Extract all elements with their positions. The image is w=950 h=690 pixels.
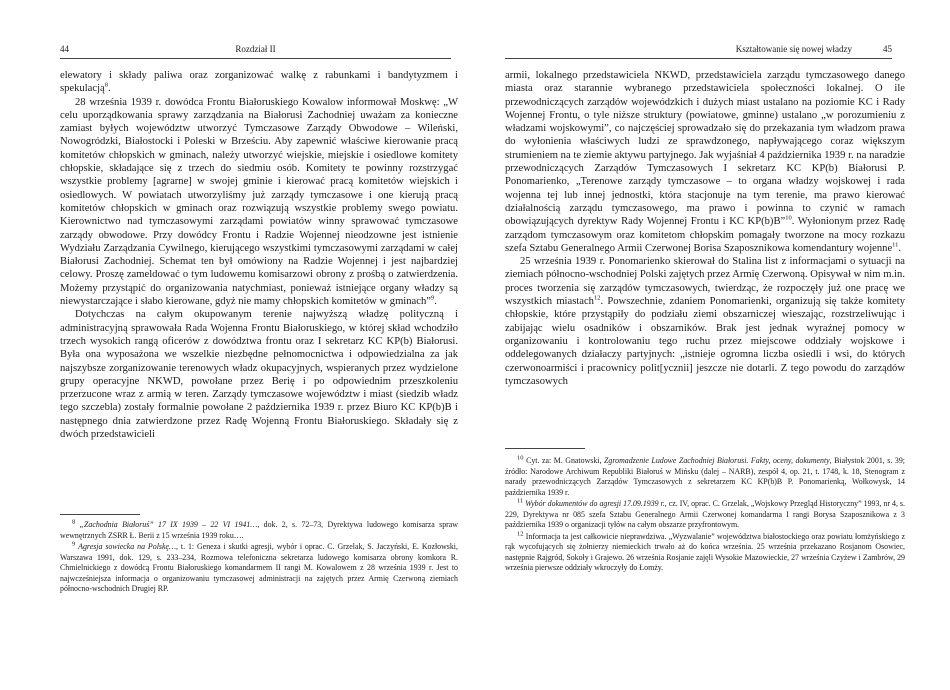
paragraph: Dotychczas na całym okupowanym terenie najwyższą władzę polityczną i administracyjną sprawowała Rada Wojenna Frontu Białoruskiego, w której skład wchodziło trzech wysokich rangą oficerów z dowództwa frontu oraz I sekretarz KC KP(b) Białorusi. Była ona wyposażona we wszelkie niezbędne pełnomocnictwa i odpowiedzialna za jak najszybsze zorganizowanie terenowych władz okupacyjnych, wspieranych przez wydzielone grupy operacyjne NKWD, powołane przez Berię i po odpowiednim przeszkoleniu przerzucone wraz z armią w teren. Zarządy tymczasowe województw i miast (siedzib władz tego szczebla) zostały formalnie powołane 2 października 1939 r. przez Biuro KC KP(b)B i następnego dnia zatwierdzone przez Radę Wojenną Frontu Białoruskiego. Składały się z dwóch przedstawicieli xyxy=(60,309,458,441)
footnote: $^{12}$ Informacja ta jest całkowicie nieprawdziwa. „Wyzwalanie” województwa białostockiego oraz powiatu łomżyńskiego z rąk wycofujących się żołnierzy niemieckich trwało aż do końca września. 25 września przekazano Rosjanom Osowiec, następnie Rajgród, Sokoły i Grajewo. 26 września Rosjanie zajęli Wysokie Mazowieckie, 27 września Czyżew i Zambrów, 29 września pierwsze oddziały wkroczyły do Łomży. xyxy=(505,529,905,572)
paragraph: 28 września 1939 r. dowódca Frontu Białoruskiego Kowalow informował Moskwę: „W celu uporządkowania sprawy zarządzania na Białorusi Zachodniej uważam za konieczne zamiast byłych województw utworzyć Tymczasowe Zarządy Obwodowe – Wileński, Nowogródzki, Białostocki i Poleski w Brześciu. Aby zapewnić właściwe kierowanie pracą komitetów chłopskich w gminach, należy utworzyć wiejskie, miejskie i osiedlowe komitety chłopskie, składające się z trzech do siedmiu osób. Komitety te powinny rozstrzygać wszystkie problemy [agrarne] w swojej gminie i kierować pracą komitetów wiejskich i osiedlowych. W powiatach utworzyliśmy już zarządy tymczasowe i one kierują pracą komitetów chłopskich w gminach oraz rozwiązują wszystkie problemy swego powiatu. Kierownictwo nad tymczasowymi zarządami powiatów winny sprawować tymczasowe zarządy obwodowe. Przy dowódcy Frontu i Radzie Wojennej nieodzowne jest istnienie Wydziału Zarządzania Cywilnego, kierującego wszystkimi tymczasowymi zarządami w całej Białorusi Zachodniej. Schemat ten był omówiony na Radzie Wojennej i jest najbardziej celowy. Proszę zameldować o tym ludowemu komisarzowi obrony z prośbą o zatwierdzenia. Możemy przystąpić do organizowania natychmiast, ponieważ istniejące organy władzy są niewystarczające i słabo kierowane, gdyż nie mamy chłopskich komitetów w gminach”$^9$. xyxy=(60,96,458,308)
footnote-ref: 9 xyxy=(430,294,435,302)
right-running-header xyxy=(505,44,892,59)
footnote-rule xyxy=(505,448,585,449)
right-page xyxy=(475,0,950,690)
footnote-rule xyxy=(60,514,140,515)
page-number: 45 xyxy=(883,44,892,54)
left-running-header xyxy=(60,44,451,59)
chapter-title: Rozdział II xyxy=(235,44,276,54)
right-body-text xyxy=(505,69,905,388)
footnote: $^8$ „Zachodnia Białoruś” 17 IX 1939 – 22 VI 1941…, dok. 2, s. 72–73, Dyrektywa ludowego komisarza spraw wewnętrznych ZSRR Ł. Berii z 15 września 1939 roku…. xyxy=(60,518,458,540)
footnote: $^{11}$ Wybór dokumentów do agresji 17.09.1939 r., cz. IV, oprac. C. Grzelak, „Wojskowy Przegląd Historyczny” 1993, nr 4, s. 229, Dyrektywa nr 085 szefa Sztabu Generalnego Armii Czerwonej komandarma I rangi Borysa Szaposznikowa z 3 października 1939 o organizacji tyłów na całym obszarze przyfrontowym. xyxy=(505,497,905,529)
page-number: 44 xyxy=(60,44,69,54)
left-body-text xyxy=(60,69,458,441)
footnote: $^{10}$ Cyt. za: M. Gnatowski, Zgromadzenie Ludowe Zachodniej Białorusi. Fakty, oceny, dokumenty, Białystok 2001, s. 39; źródło: Narodowe Archiwum Republiki Białoruś w Mińsku (dalej – NARB), zespół 4, op. 21, t. 1748, k. 18, Stenogram z narady przewodniczących Zarządów Tymczasowych z sekretarzem KC KP(b)B P. Ponomarienką, Wołkowysk, 14 października 1939 r. xyxy=(505,454,905,497)
footnote-ref: 11 xyxy=(892,241,899,249)
footnote-ref: 12 xyxy=(593,294,601,302)
footnote-ref: 10 xyxy=(785,214,792,222)
footnote-ref: 8 xyxy=(104,81,108,89)
footnote: $^9$ Agresja sowiecka na Polskę…, t. 1: Geneza i skutki agresji, wybór i oprac. C. Grzelak, S. Jaczyński, E. Kozłowski, Warszawa 1991, dok. 129, s. 233–234, Rozmowa telefoniczna sekretarza ludowego komisarza obrony komkora R. Chmielnickiego z dowódcą Frontu Białoruskiego komandarmem II rangi M. Kowalowem z 28 września 1939 r. Jest to najwcześniejsza informacja o organizowaniu tymczasowej administracji na zajętych przez Armię Czerwoną ziemiach północno-wschodnich Drugiej RP. xyxy=(60,540,458,593)
left-footnotes xyxy=(60,520,458,596)
running-title: Kształtowanie się nowej władzy xyxy=(735,44,852,54)
paragraph: elewatory i składy paliwa oraz zorganizować walkę z rabunkami i bandytyzmem i spekulacją$^8$. xyxy=(60,70,458,95)
paragraph: armii, lokalnego przedstawiciela NKWD, przedstawiciela zarządu tymczasowego danego miasta oraz starannie wybranego przedstawiciela społeczności lokalnej. O ile przewodniczących zarządów wojewódzkich i dużych miast ustalano na poziomie KC i Rady Wojennej Frontu, o tyle niższe struktury (powiatowe, gminne) ustalano „w porozumieniu z władzami wojskowymi”, co najczęściej sprowadzało się do przekazania tym władzom prawa do wyłonienia właściwych ludzi ze sprawdzonego, napływającego coraz większym strumieniem na te ziemie aktywu partyjnego. Jak wyjaśniał 4 października 1939 r. na naradzie przewodniczących Zarządów Tymczasowych I sekretarz KC KP(b) Białorusi P. Ponomarienko, „Terenowe zarządy tymczasowe – to organa władzy wojskowej i rada wojenna tej lub innej jednostki, która stacjonuje na tym terenie, ma prawo kierować działalnością zarządu tymczasowego, ma prawo i powinna to czynić w ramach obowiązujących dyrektyw Rady Wojennej Frontu i KC KP(b)B”$^{10}$. Wyłonionym przez Radę zarządom tymczasowym oraz komitetom chłopskim pomagały tworzone na mocy rozkazu szefa Sztabu Generalnego Armii Czerwonej Borisa Szaposznikowa komendantury wojenne$^{11}$. xyxy=(505,70,905,254)
paragraph: 25 września 1939 r. Ponomarienko skierował do Stalina list z informacjami o sytuacji na ziemiach północno-wschodniej Polski zajętych przez Armię Czerwoną. Opisywał w nim m.in. proces tworzenia się zarządów tymczasowych, twierdząc, że rozpoczęły już one pracę we wszystkich miastach$^{12}$. Powszechnie, zdaniem Ponomarienki, organizują się także komitety chłopskie, które przystąpiły do podziału ziemi obszarniczej wieszając, rozstrzeliwując i zabijając wielu osadników i obszarników. Brak jest jednak wyraźnej pomocy w organizowaniu i kontrolowaniu tego ruchu przez miejscowe oddziały wojskowe i oddelegowanych działaczy partyjnych: „istnieje ogromna liczba osiedli i wsi, do których czerwonoarmiści i pracownicy polit[ycznii] jeszcze nie dotarli. Z tego powodu do zarządów tymczasowych xyxy=(505,256,905,387)
right-footnotes xyxy=(505,456,905,575)
